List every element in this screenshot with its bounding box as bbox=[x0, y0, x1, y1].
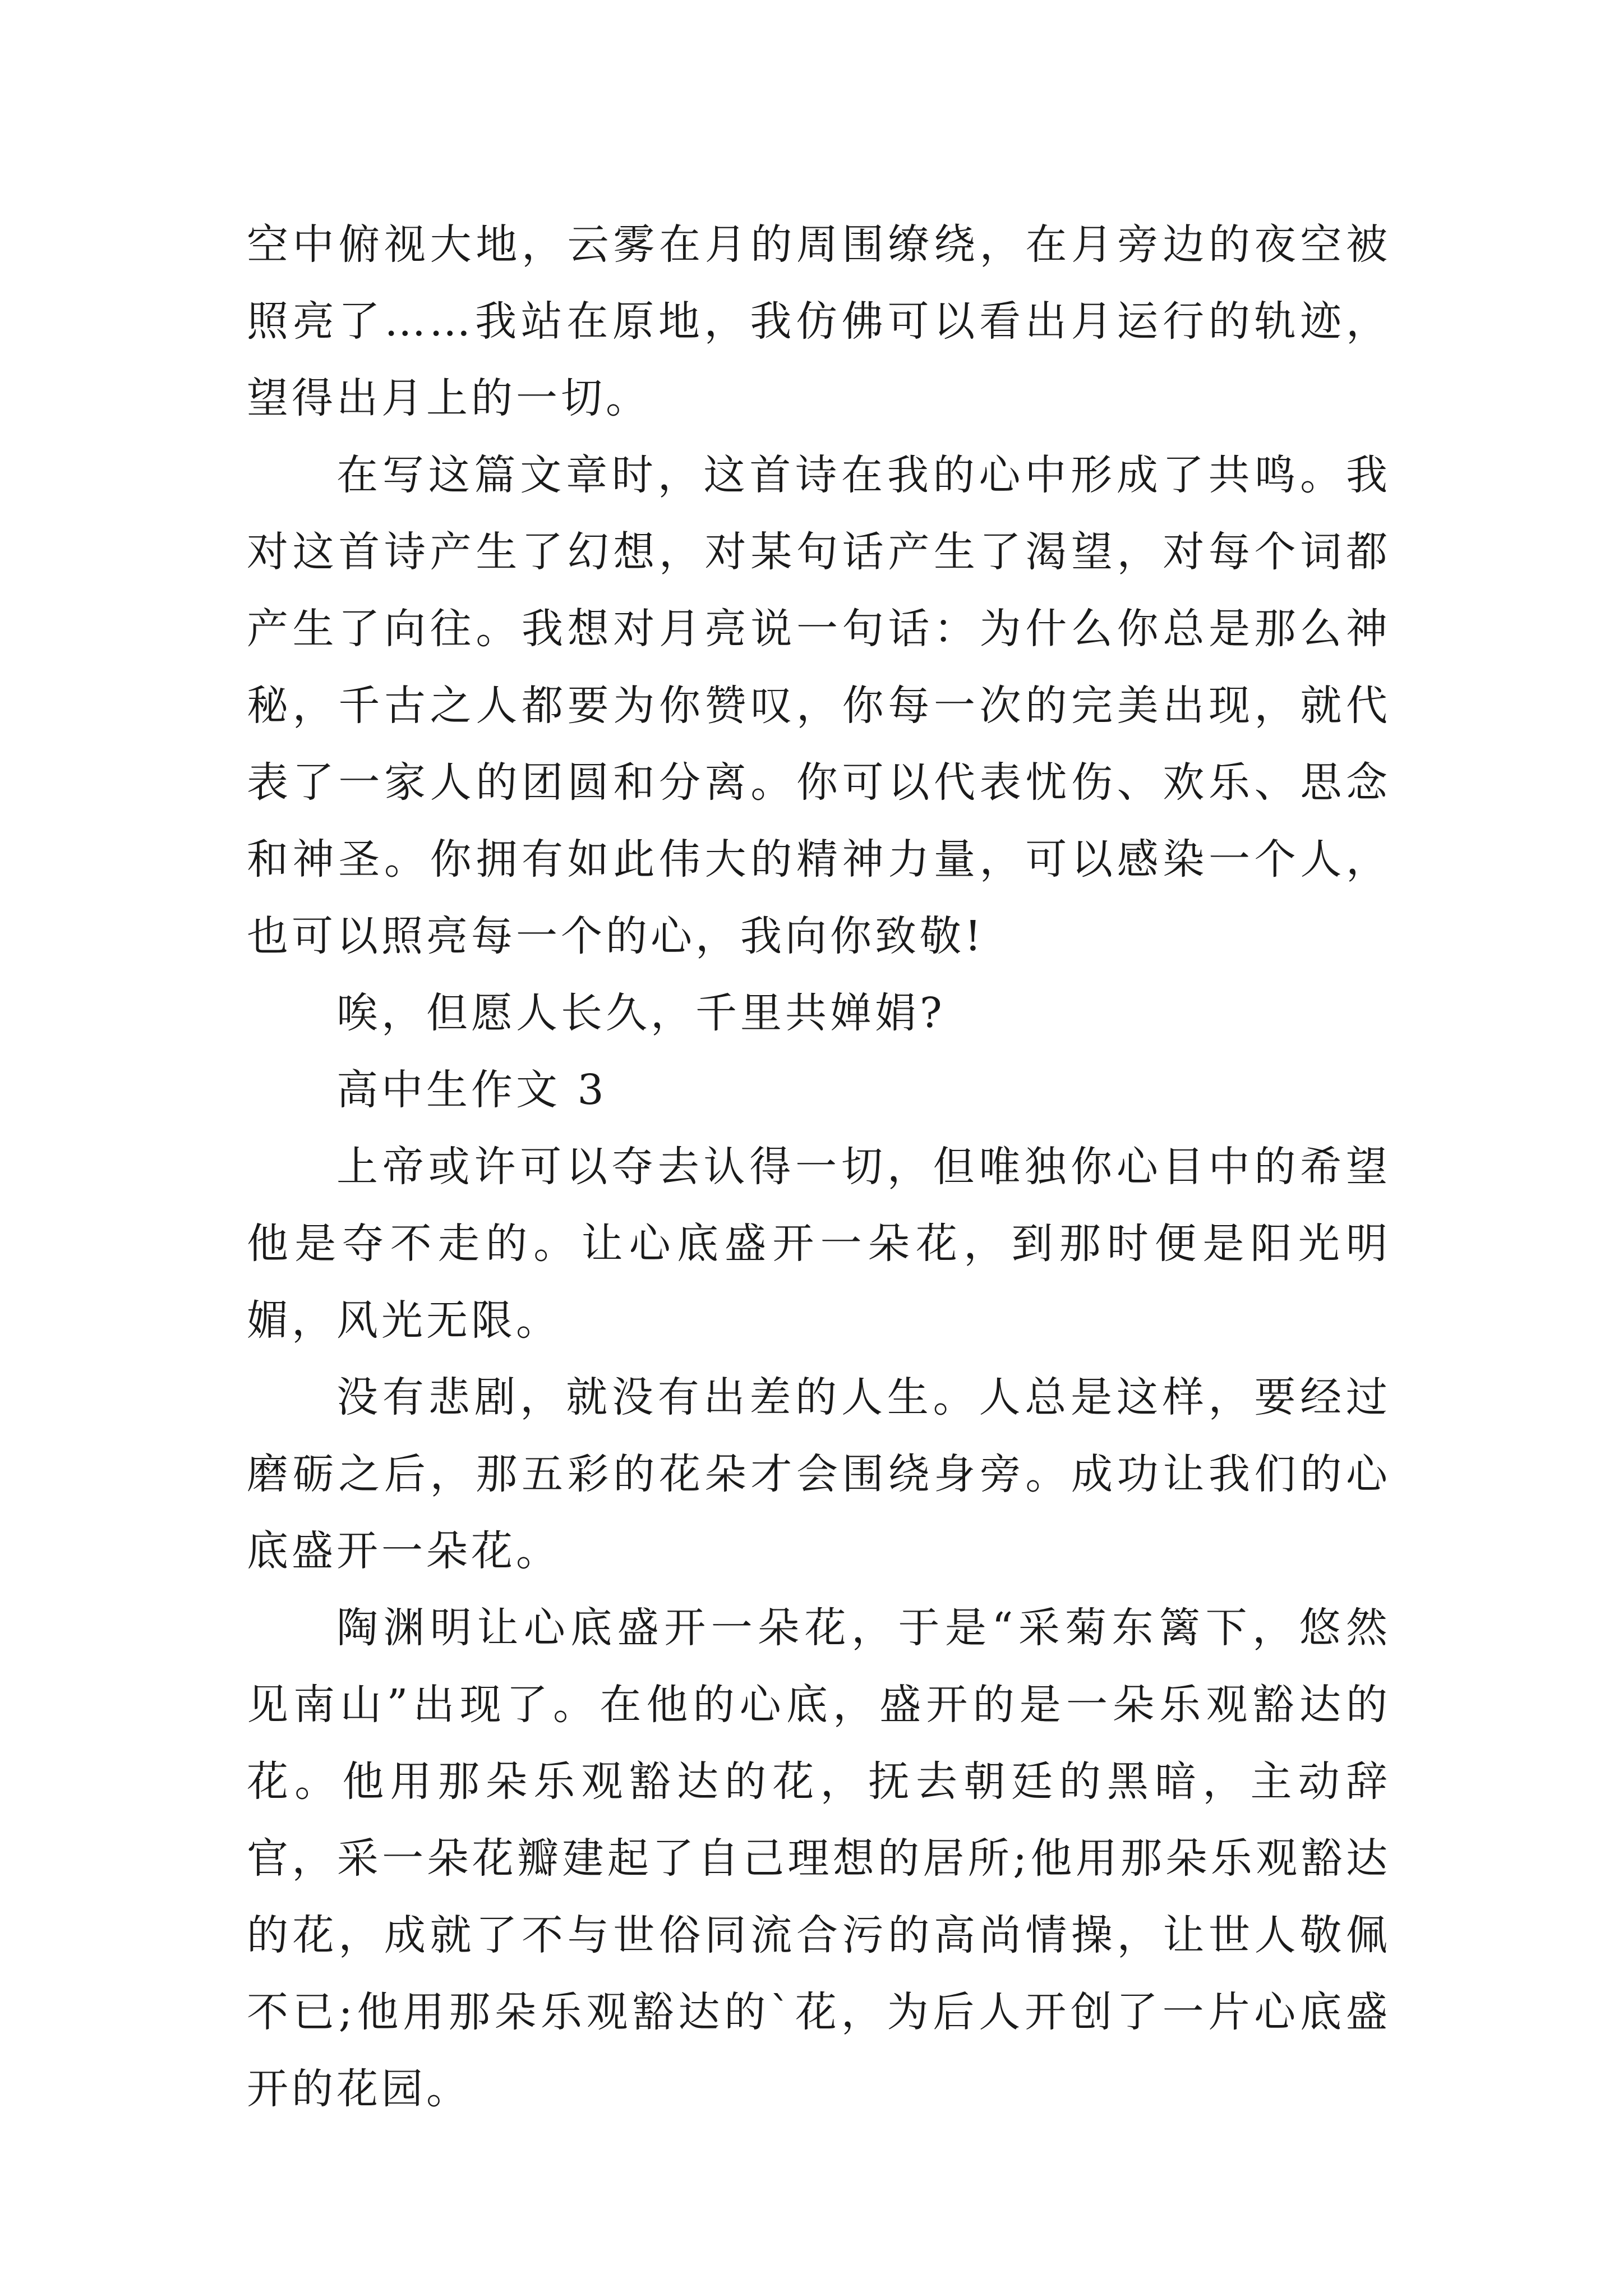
section-heading: 高中生作文 3 bbox=[336, 1066, 607, 1114]
paragraph-continuation: 空中俯视大地，云雾在月的周围缭绕，在月旁边的夜空被照亮了……我站在原地，我仿佛可以看出月运行的轨迹，望得出月上的一切。 bbox=[247, 220, 1391, 422]
paragraph: 上帝或许可以夺去认得一切，但唯独你心目中的希望他是夺不走的。让心底盛开一朵花，到那时便是阳光明媚，风光无限。 bbox=[247, 1143, 1391, 1345]
paragraph: 唉，但愿人长久，千里共婵娟? bbox=[336, 989, 946, 1037]
paragraph: 陶渊明让心底盛开一朵花，于是“采菊东篱下，悠然见南山”出现了。在他的心底，盛开的是一朵乐观豁达的花。他用那朵乐观豁达的花，抚去朝廷的黑暗，主动辞官，采一朵花瓣建起了自己理想的居所;他用那朵乐观豁达的花，成就了不与世俗同流合污的高尚情操，让世人敬佩不已;他用那朵乐观豁达的`花，为后人开创了一片心底盛开的花园。 bbox=[247, 1604, 1391, 2113]
document-body bbox=[247, 206, 1391, 2128]
paragraph: 没有悲剧，就没有出差的人生。人总是这样，要经过磨砺之后，那五彩的花朵才会围绕身旁。成功让我们的心底盛开一朵花。 bbox=[247, 1373, 1391, 1575]
paragraph: 在写这篇文章时，这首诗在我的心中形成了共鸣。我对这首诗产生了幻想，对某句话产生了渴望，对每个词都产生了向往。我想对月亮说一句话：为什么你总是那么神秘，千古之人都要为你赞叹，你每一次的完美出现，就代表了一家人的团圆和分离。你可以代表忧伤、欢乐、思念和神圣。你拥有如此伟大的精神力量，可以感染一个人，也可以照亮每一个的心，我向你致敬! bbox=[247, 451, 1391, 960]
